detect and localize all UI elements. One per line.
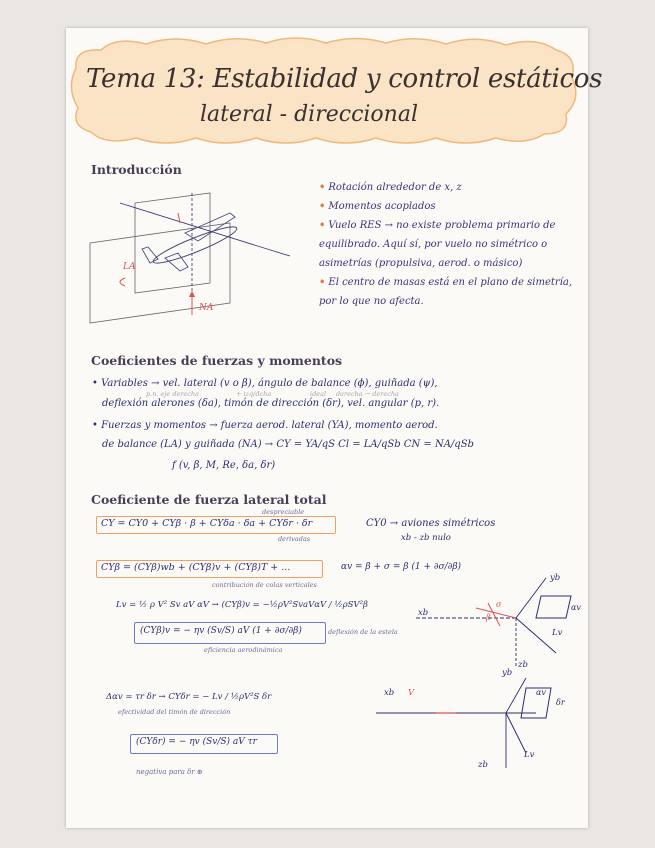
diag2-v: V — [408, 688, 415, 698]
diag2-dr: δr — [556, 698, 565, 707]
cy0-note-2: xb - zb nulo — [401, 533, 451, 543]
diag2-yb: yb — [502, 668, 513, 678]
coef-deflection-line: deflexión alerones (δa), timón de dirección (δr), vel. angular (p, r). — [102, 398, 440, 409]
eq-cybeta-v: (CYβ)v = − ηv (Sv/S) aV (1 + ∂σ/∂β) — [140, 626, 302, 636]
diag1-sigma: σ — [496, 600, 502, 609]
diag2-xb: xb — [384, 688, 395, 698]
intro-bullets — [319, 178, 587, 311]
coef-note-1: p.n. eje derecha — [146, 390, 199, 398]
label-derivadas: derivadas — [278, 535, 311, 543]
coef-forces-line: • Fuerzas y momentos → fuerza aerod. lateral (YA), momento aerod. — [92, 420, 438, 431]
eq-cybeta: CYβ = (CYβ)wb + (CYβ)v + (CYβ)T + ... — [101, 562, 291, 573]
cy0-note: CY0 → aviones simétricos — [366, 518, 496, 529]
eq-cydr: (CYδr) = − ηv (Sv/S) aV τr — [136, 737, 257, 747]
airplane-figure — [80, 183, 310, 333]
eq-alpha-v: αv = β + σ = β (1 + ∂σ/∂β) — [341, 562, 462, 572]
eq-lv: Lv = ½ ρ V² Sv aV αV → (CYβ)v = −½ρV²SvaVαV / ½ρSV²β — [116, 600, 368, 610]
list-item: • El centro de masas está en el plano de simetría, por lo que no afecta. — [319, 277, 572, 307]
diag1-yb: yb — [550, 573, 561, 583]
section-coef-heading: Coeficientes de fuerzas y momentos — [88, 353, 345, 368]
eq-cy-total: CY = CY0 + CYβ · β + CYδa · δa + CYδr · δr — [101, 518, 313, 529]
diag1-lv: Lv — [552, 628, 563, 638]
section-intro-heading: Introducción — [88, 162, 185, 177]
label-negativa: negativa para δr ⊕ — [136, 768, 203, 776]
list-item: • Momentos acoplados — [319, 201, 436, 212]
coef-moments-line: de balance (LA) y guiñada (NA) → CY = YA/qS Cl = LA/qSb CN = NA/qSb — [102, 439, 474, 450]
label-despreciable: despreciable — [262, 508, 305, 516]
label-efectividad: efectividad del timón de dirección — [118, 708, 231, 716]
fig-label-la: LA — [123, 262, 136, 272]
diag2-dv: αv — [536, 688, 546, 697]
diag2-zb: zb — [478, 760, 488, 770]
label-contribucion: contribución de colas verticales — [212, 581, 317, 589]
diag1-av: αv — [571, 603, 581, 612]
coef-variables-line: • Variables → vel. lateral (v o β), ángulo de balance (ϕ), guiñada (ψ), — [92, 378, 438, 389]
page-title: Tema 13: Estabilidad y control estáticos — [86, 64, 603, 94]
diag1-beta: β — [486, 613, 491, 622]
diag1-zb: zb — [518, 660, 528, 670]
label-deflexion: deflexión de la estela — [328, 628, 398, 636]
fig-label-na: NA — [199, 303, 214, 313]
eq-delta-alpha: Δαv = τr δr → CYδr = − Lv / ½ρV²S δr — [106, 692, 272, 702]
coef-note-3: ideal — [310, 390, 327, 398]
page-subtitle: lateral - direccional — [200, 102, 419, 127]
coef-note-2: + izq/dcha — [236, 390, 272, 398]
section-lateral-heading: Coeficiente de fuerza lateral total — [88, 492, 330, 507]
coef-note-4: derecha → derecha — [336, 390, 399, 398]
coef-function-line: f (v, β, M, Re, δa, δr) — [172, 460, 276, 471]
list-item: • Vuelo RES → no existe problema primario de equilibrado. Aquí sí, por vuelo no simétrico o asimetrías (propulsiva, aerod. o másico) — [319, 220, 556, 269]
diag2-lv: Lv — [524, 750, 535, 760]
list-item: • Rotación alrededor de x, z — [319, 182, 462, 193]
label-eficiencia: eficiencia aerodinámica — [204, 646, 283, 654]
sideslip-diagram — [416, 568, 586, 678]
rudder-diagram — [376, 668, 586, 788]
notes-page — [66, 28, 603, 828]
diag1-xb: xb — [418, 608, 429, 618]
